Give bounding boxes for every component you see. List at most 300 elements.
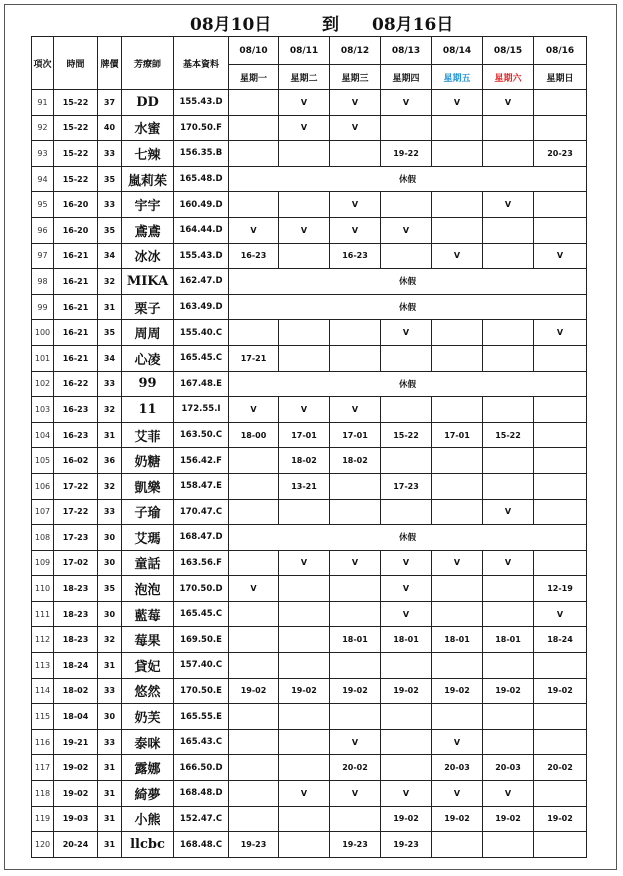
- row-basic-info: 162.47.D: [174, 269, 229, 295]
- row-time: 16-21: [54, 345, 98, 371]
- row-time: 19-02: [54, 755, 98, 781]
- row-basic-info: 170.50.F: [174, 115, 229, 141]
- schedule-table: [31, 36, 587, 858]
- row-time: 16-21: [54, 294, 98, 320]
- schedule-cell: 19-23: [330, 832, 381, 858]
- schedule-cell: 20-02: [534, 755, 587, 781]
- schedule-cell: 17-01: [279, 422, 330, 448]
- schedule-cell: [534, 550, 587, 576]
- row-therapist-name: DD: [122, 90, 174, 116]
- table-row: [32, 141, 587, 167]
- schedule-cell: V: [381, 90, 432, 116]
- row-time: 18-23: [54, 576, 98, 602]
- schedule-cell: [381, 448, 432, 474]
- row-basic-info: 165.55.E: [174, 704, 229, 730]
- schedule-cell: [432, 653, 483, 679]
- schedule-cell: [534, 90, 587, 116]
- row-index: 97: [32, 243, 54, 269]
- row-time: 19-21: [54, 729, 98, 755]
- schedule-cell: [279, 806, 330, 832]
- schedule-cell: [330, 653, 381, 679]
- row-price: 32: [98, 473, 122, 499]
- schedule-cell: [483, 729, 534, 755]
- row-therapist-name: 宇宇: [122, 192, 174, 218]
- schedule-cell: [534, 217, 587, 243]
- row-index: 94: [32, 166, 54, 192]
- schedule-cell: V: [330, 550, 381, 576]
- schedule-cell: V: [534, 243, 587, 269]
- row-time: 16-21: [54, 243, 98, 269]
- row-therapist-name: 七辣: [122, 141, 174, 167]
- schedule-cell: V: [279, 397, 330, 423]
- row-time: 18-23: [54, 601, 98, 627]
- schedule-cell: [381, 653, 432, 679]
- schedule-cell: [229, 729, 279, 755]
- schedule-cell: [279, 755, 330, 781]
- row-time: 16-22: [54, 371, 98, 397]
- schedule-cell: [534, 473, 587, 499]
- row-time: 16-21: [54, 320, 98, 346]
- schedule-cell: V: [330, 217, 381, 243]
- table-row: [32, 499, 587, 525]
- row-basic-info: 163.50.C: [174, 422, 229, 448]
- schedule-cell: V: [279, 550, 330, 576]
- row-therapist-name: 小熊: [122, 806, 174, 832]
- schedule-cell: [483, 345, 534, 371]
- row-price: 35: [98, 166, 122, 192]
- schedule-cell: [279, 320, 330, 346]
- row-index: 98: [32, 269, 54, 295]
- schedule-cell: V: [279, 781, 330, 807]
- date-header: 08/12: [330, 37, 381, 65]
- schedule-cell: 18-02: [330, 448, 381, 474]
- col-header-info: 基本資料: [174, 37, 229, 90]
- row-time: 18-23: [54, 627, 98, 653]
- schedule-cell: [483, 320, 534, 346]
- schedule-cell: V: [229, 576, 279, 602]
- schedule-cell: [432, 192, 483, 218]
- row-index: 93: [32, 141, 54, 167]
- table-row: [32, 832, 587, 858]
- schedule-cell: [381, 755, 432, 781]
- weekday-header: 星期六: [483, 65, 534, 90]
- col-header-time: 時間: [54, 37, 98, 90]
- schedule-cell: [432, 397, 483, 423]
- schedule-cell: [432, 704, 483, 730]
- row-therapist-name: 艾菲: [122, 422, 174, 448]
- schedule-cell: [229, 755, 279, 781]
- schedule-cell: [330, 601, 381, 627]
- schedule-cell: V: [483, 90, 534, 116]
- schedule-cell: [279, 653, 330, 679]
- schedule-cell: [432, 320, 483, 346]
- date-header: 08/14: [432, 37, 483, 65]
- row-price: 31: [98, 781, 122, 807]
- row-therapist-name: 泰咪: [122, 729, 174, 755]
- row-therapist-name: 鳶鳶: [122, 217, 174, 243]
- table-row: [32, 755, 587, 781]
- schedule-cell: [229, 627, 279, 653]
- table-row: [32, 192, 587, 218]
- table-row: [32, 806, 587, 832]
- schedule-cell: [483, 115, 534, 141]
- col-header-price: 牌價: [98, 37, 122, 90]
- table-row: [32, 115, 587, 141]
- schedule-cell: V: [432, 729, 483, 755]
- schedule-cell: [279, 243, 330, 269]
- schedule-cell: 15-22: [381, 422, 432, 448]
- row-index: 109: [32, 550, 54, 576]
- schedule-cell: [483, 576, 534, 602]
- row-time: 15-22: [54, 115, 98, 141]
- date-header: 08/16: [534, 37, 587, 65]
- schedule-cell: [534, 729, 587, 755]
- weekday-header: 星期日: [534, 65, 587, 90]
- row-basic-info: 163.56.F: [174, 550, 229, 576]
- schedule-cell: V: [432, 243, 483, 269]
- row-basic-info: 170.50.E: [174, 678, 229, 704]
- schedule-cell: [229, 499, 279, 525]
- row-basic-info: 158.47.E: [174, 473, 229, 499]
- row-price: 30: [98, 550, 122, 576]
- row-time: 16-20: [54, 192, 98, 218]
- row-index: 101: [32, 345, 54, 371]
- schedule-cell: [330, 473, 381, 499]
- row-price: 32: [98, 269, 122, 295]
- schedule-cell: [330, 806, 381, 832]
- schedule-cell: [330, 499, 381, 525]
- row-price: 31: [98, 653, 122, 679]
- schedule-cell: [330, 141, 381, 167]
- schedule-cell: [279, 729, 330, 755]
- row-basic-info: 168.48.D: [174, 781, 229, 807]
- schedule-cell: [229, 704, 279, 730]
- schedule-cell: [229, 806, 279, 832]
- row-index: 115: [32, 704, 54, 730]
- schedule-cell: [483, 217, 534, 243]
- row-index: 92: [32, 115, 54, 141]
- schedule-cell: [534, 397, 587, 423]
- row-index: 108: [32, 525, 54, 551]
- schedule-cell: V: [483, 550, 534, 576]
- row-basic-info: 170.47.C: [174, 499, 229, 525]
- schedule-cell: 20-03: [432, 755, 483, 781]
- row-time: 20-24: [54, 832, 98, 858]
- schedule-cell: 19-22: [381, 141, 432, 167]
- schedule-cell: [229, 115, 279, 141]
- row-basic-info: 165.48.D: [174, 166, 229, 192]
- row-therapist-name: 艾瑪: [122, 525, 174, 551]
- row-basic-info: 155.43.D: [174, 243, 229, 269]
- schedule-cell: 18-24: [534, 627, 587, 653]
- row-therapist-name: 奶糖: [122, 448, 174, 474]
- row-price: 31: [98, 294, 122, 320]
- row-therapist-name: 童話: [122, 550, 174, 576]
- row-basic-info: 155.43.D: [174, 90, 229, 116]
- schedule-cell: 18-01: [330, 627, 381, 653]
- schedule-cell: [483, 653, 534, 679]
- table-row: [32, 243, 587, 269]
- schedule-cell: [534, 704, 587, 730]
- table-row: [32, 269, 587, 295]
- schedule-cell: 19-23: [229, 832, 279, 858]
- row-index: 104: [32, 422, 54, 448]
- schedule-cell: V: [534, 320, 587, 346]
- row-therapist-name: 藍莓: [122, 601, 174, 627]
- schedule-cell: [381, 243, 432, 269]
- row-index: 91: [32, 90, 54, 116]
- row-basic-info: 156.35.B: [174, 141, 229, 167]
- schedule-cell: [279, 141, 330, 167]
- schedule-cell: [279, 601, 330, 627]
- schedule-cell: [432, 473, 483, 499]
- row-time: 18-04: [54, 704, 98, 730]
- schedule-cell: [432, 141, 483, 167]
- row-therapist-name: 水蜜: [122, 115, 174, 141]
- row-index: 116: [32, 729, 54, 755]
- schedule-cell: [534, 832, 587, 858]
- schedule-cell: [534, 422, 587, 448]
- row-basic-info: 163.49.D: [174, 294, 229, 320]
- weekday-header: 星期三: [330, 65, 381, 90]
- schedule-cell: 17-23: [381, 473, 432, 499]
- schedule-cell: 18-01: [381, 627, 432, 653]
- row-price: 31: [98, 755, 122, 781]
- row-time: 16-23: [54, 397, 98, 423]
- row-price: 33: [98, 499, 122, 525]
- schedule-cell: [330, 345, 381, 371]
- row-basic-info: 170.50.D: [174, 576, 229, 602]
- row-therapist-name: 子瑜: [122, 499, 174, 525]
- row-price: 35: [98, 217, 122, 243]
- row-basic-info: 152.47.C: [174, 806, 229, 832]
- row-index: 117: [32, 755, 54, 781]
- row-price: 31: [98, 806, 122, 832]
- row-therapist-name: 周周: [122, 320, 174, 346]
- date-header: 08/11: [279, 37, 330, 65]
- schedule-cell: [432, 499, 483, 525]
- row-index: 95: [32, 192, 54, 218]
- schedule-cell: 20-02: [330, 755, 381, 781]
- schedule-cell: 13-21: [279, 473, 330, 499]
- schedule-title: [0, 10, 623, 34]
- row-index: 110: [32, 576, 54, 602]
- schedule-cell: [432, 217, 483, 243]
- schedule-cell: [432, 448, 483, 474]
- row-index: 118: [32, 781, 54, 807]
- row-time: 16-02: [54, 448, 98, 474]
- schedule-cell: 19-02: [534, 678, 587, 704]
- schedule-cell: 17-01: [330, 422, 381, 448]
- table-row: [32, 729, 587, 755]
- schedule-cell: [483, 601, 534, 627]
- row-basic-info: 165.45.C: [174, 345, 229, 371]
- row-price: 33: [98, 371, 122, 397]
- table-row: [32, 576, 587, 602]
- table-row: [32, 601, 587, 627]
- schedule-cell: [483, 141, 534, 167]
- row-therapist-name: 莓果: [122, 627, 174, 653]
- row-basic-info: 165.45.C: [174, 601, 229, 627]
- row-therapist-name: 悠然: [122, 678, 174, 704]
- table-row: [32, 422, 587, 448]
- table-row: [32, 345, 587, 371]
- schedule-cell: [534, 345, 587, 371]
- schedule-cell: [381, 115, 432, 141]
- schedule-cell: V: [279, 90, 330, 116]
- row-therapist-name: llcbc: [122, 832, 174, 858]
- schedule-cell: [279, 499, 330, 525]
- schedule-cell: [483, 397, 534, 423]
- col-header-index: 項次: [32, 37, 54, 90]
- schedule-cell: 19-02: [483, 806, 534, 832]
- row-price: 31: [98, 422, 122, 448]
- row-price: 40: [98, 115, 122, 141]
- schedule-cell: [381, 192, 432, 218]
- row-index: 114: [32, 678, 54, 704]
- row-index: 120: [32, 832, 54, 858]
- row-basic-info: 166.50.D: [174, 755, 229, 781]
- schedule-cell: 19-23: [381, 832, 432, 858]
- schedule-cell: V: [330, 397, 381, 423]
- table-row: [32, 550, 587, 576]
- row-therapist-name: MIKA: [122, 269, 174, 295]
- schedule-cell: [534, 115, 587, 141]
- row-basic-info: 167.48.E: [174, 371, 229, 397]
- row-basic-info: 168.48.C: [174, 832, 229, 858]
- row-therapist-name: 凱樂: [122, 473, 174, 499]
- row-price: 30: [98, 704, 122, 730]
- row-index: 100: [32, 320, 54, 346]
- schedule-cell: V: [381, 217, 432, 243]
- table-row: [32, 371, 587, 397]
- schedule-cell: 19-02: [432, 678, 483, 704]
- schedule-cell: V: [534, 601, 587, 627]
- schedule-cell: V: [279, 115, 330, 141]
- date-header: 08/10: [229, 37, 279, 65]
- row-price: 34: [98, 243, 122, 269]
- schedule-cell: [229, 141, 279, 167]
- schedule-cell: 18-01: [432, 627, 483, 653]
- row-basic-info: 156.42.F: [174, 448, 229, 474]
- schedule-cell: V: [432, 90, 483, 116]
- schedule-cell: V: [330, 115, 381, 141]
- title-start-date: 08月10日: [190, 15, 272, 35]
- schedule-cell: [330, 704, 381, 730]
- schedule-cell: [432, 832, 483, 858]
- row-therapist-name: 心凌: [122, 345, 174, 371]
- schedule-cell: [381, 397, 432, 423]
- schedule-cell: V: [381, 320, 432, 346]
- row-price: 30: [98, 601, 122, 627]
- schedule-cell: [279, 627, 330, 653]
- row-price: 35: [98, 320, 122, 346]
- schedule-cell: 20-03: [483, 755, 534, 781]
- row-basic-info: 160.49.D: [174, 192, 229, 218]
- table-row: [32, 653, 587, 679]
- table-row: [32, 627, 587, 653]
- schedule-cell: [432, 576, 483, 602]
- row-day-off: 休假: [229, 371, 587, 397]
- schedule-cell: V: [432, 781, 483, 807]
- row-index: 99: [32, 294, 54, 320]
- schedule-cell: 16-23: [330, 243, 381, 269]
- row-price: 35: [98, 576, 122, 602]
- weekday-header: 星期二: [279, 65, 330, 90]
- schedule-cell: V: [483, 192, 534, 218]
- schedule-cell: [432, 345, 483, 371]
- schedule-cell: 18-00: [229, 422, 279, 448]
- table-row: [32, 166, 587, 192]
- row-price: 33: [98, 678, 122, 704]
- row-basic-info: 172.55.I: [174, 397, 229, 423]
- schedule-cell: [229, 448, 279, 474]
- schedule-cell: V: [330, 90, 381, 116]
- row-time: 15-22: [54, 90, 98, 116]
- schedule-cell: 17-01: [432, 422, 483, 448]
- schedule-cell: V: [229, 217, 279, 243]
- row-therapist-name: 栗子: [122, 294, 174, 320]
- schedule-body: [32, 90, 587, 858]
- schedule-cell: [534, 499, 587, 525]
- schedule-cell: [483, 243, 534, 269]
- schedule-cell: [381, 704, 432, 730]
- schedule-cell: [229, 550, 279, 576]
- weekday-header: 星期四: [381, 65, 432, 90]
- row-therapist-name: 泡泡: [122, 576, 174, 602]
- table-row: [32, 473, 587, 499]
- schedule-cell: V: [229, 397, 279, 423]
- row-index: 96: [32, 217, 54, 243]
- row-price: 30: [98, 525, 122, 551]
- schedule-cell: [381, 345, 432, 371]
- schedule-cell: [534, 653, 587, 679]
- row-therapist-name: 貸妃: [122, 653, 174, 679]
- table-row: [32, 90, 587, 116]
- row-time: 18-24: [54, 653, 98, 679]
- row-price: 32: [98, 627, 122, 653]
- row-time: 19-02: [54, 781, 98, 807]
- schedule-cell: 16-23: [229, 243, 279, 269]
- schedule-cell: V: [381, 781, 432, 807]
- row-price: 33: [98, 141, 122, 167]
- schedule-cell: [330, 576, 381, 602]
- schedule-cell: [483, 832, 534, 858]
- row-index: 119: [32, 806, 54, 832]
- table-row: [32, 217, 587, 243]
- schedule-cell: [229, 781, 279, 807]
- row-therapist-name: 99: [122, 371, 174, 397]
- title-to: 到: [322, 15, 339, 35]
- row-basic-info: 169.50.E: [174, 627, 229, 653]
- schedule-cell: V: [330, 192, 381, 218]
- weekday-header: 星期一: [229, 65, 279, 90]
- schedule-cell: 20-23: [534, 141, 587, 167]
- schedule-cell: [483, 448, 534, 474]
- date-header: 08/15: [483, 37, 534, 65]
- row-time: 17-22: [54, 473, 98, 499]
- schedule-cell: [432, 601, 483, 627]
- col-header-name: 芳療師: [122, 37, 174, 90]
- row-index: 111: [32, 601, 54, 627]
- date-header: 08/13: [381, 37, 432, 65]
- schedule-cell: [330, 320, 381, 346]
- table-row: [32, 294, 587, 320]
- schedule-cell: [229, 473, 279, 499]
- table-row: [32, 525, 587, 551]
- row-therapist-name: 冰冰: [122, 243, 174, 269]
- schedule-cell: 18-02: [279, 448, 330, 474]
